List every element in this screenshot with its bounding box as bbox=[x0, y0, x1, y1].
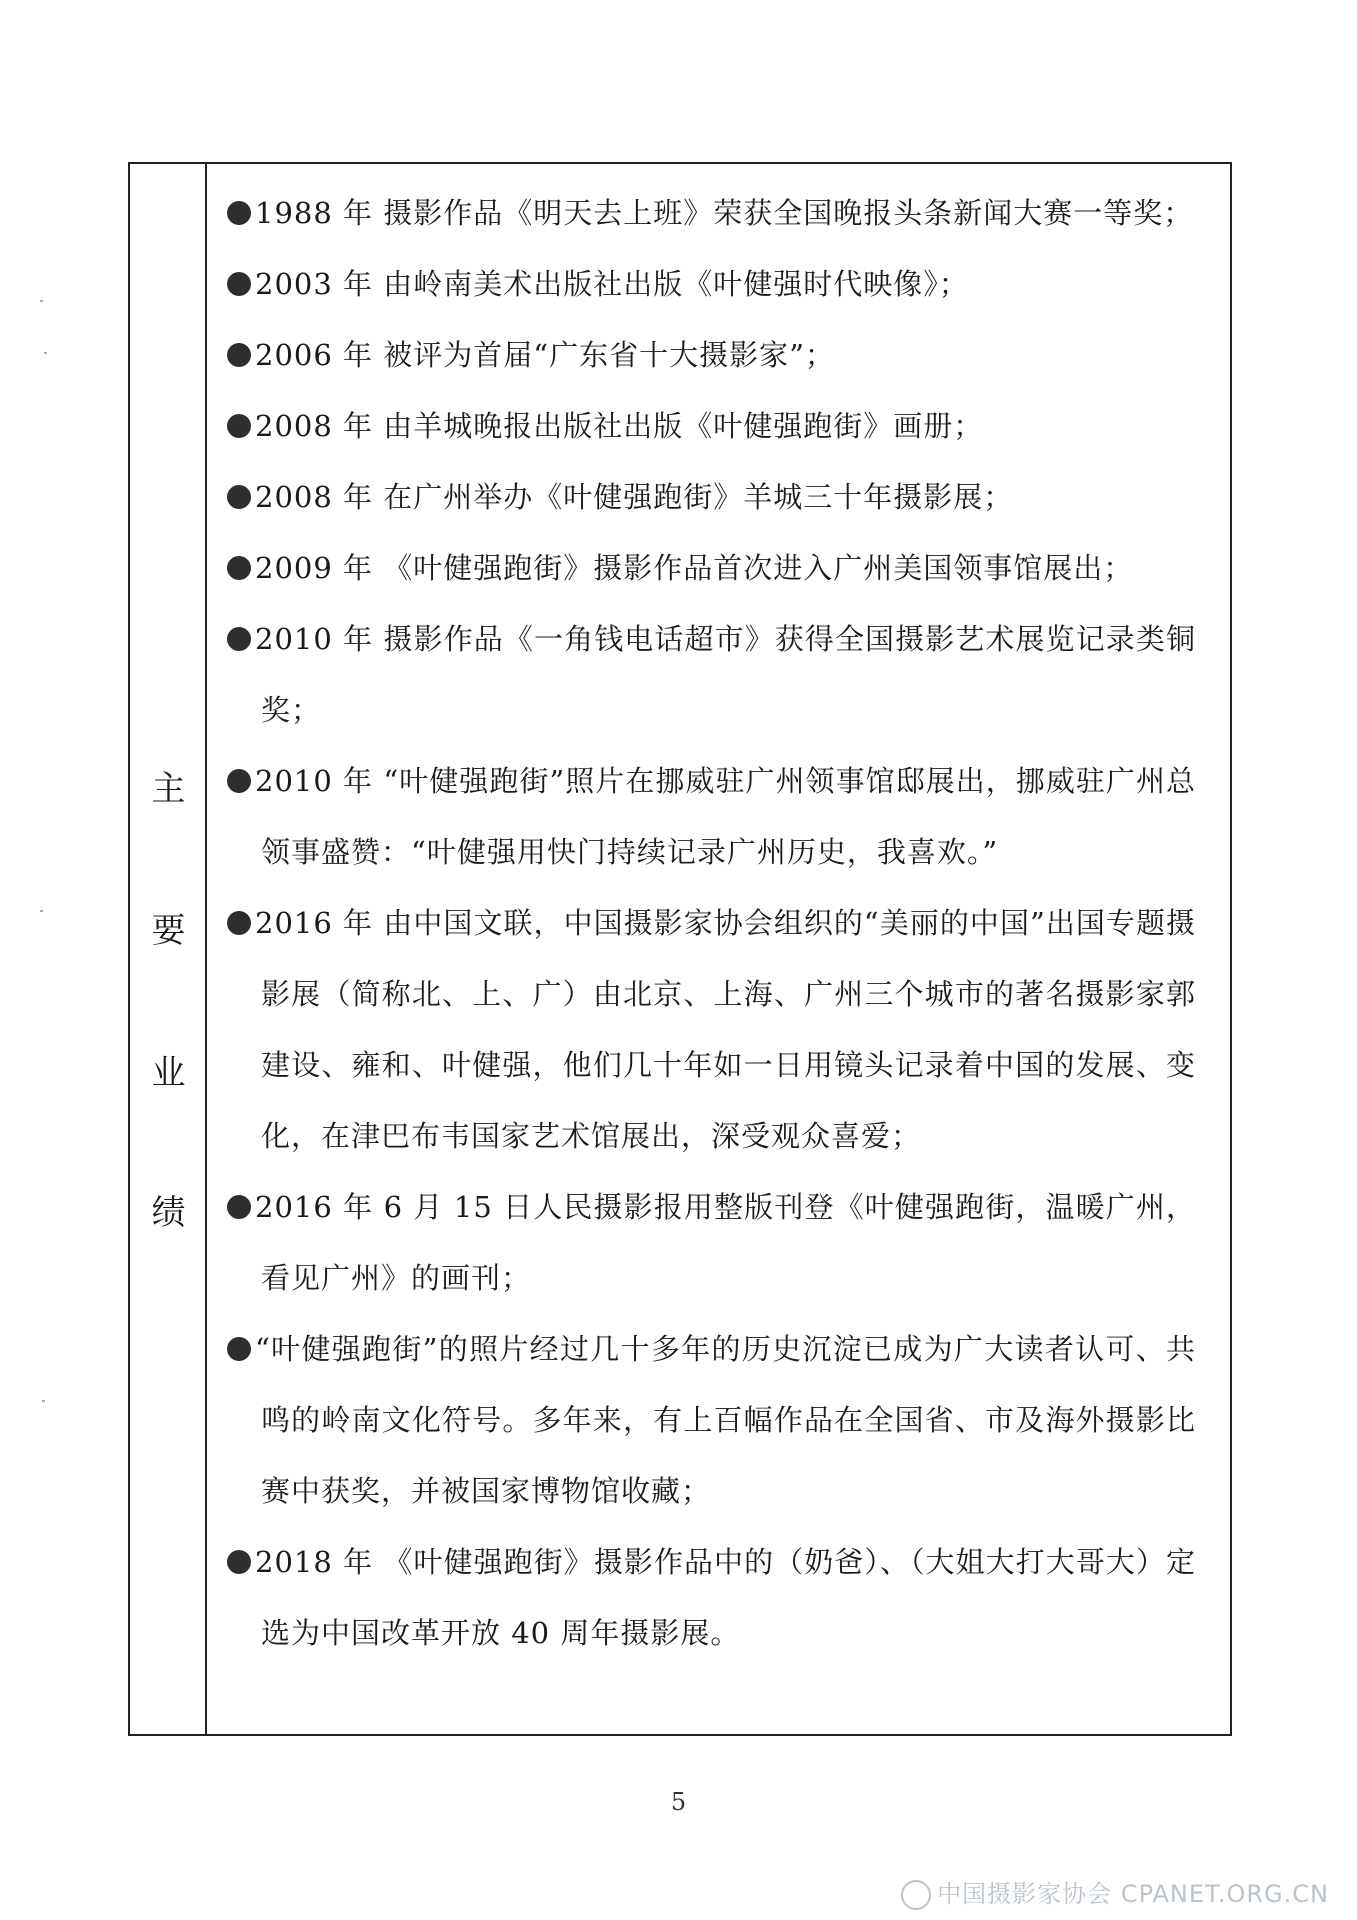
achievement-entry bbox=[227, 533, 1196, 604]
bullet-icon bbox=[227, 201, 251, 225]
entry-text: 2010 年 “叶健强跑街”照片在挪威驻广州领事馆邸展出，挪威驻广州总领事盛赞：“叶健强用快门持续记录广州历史，我喜欢。” bbox=[255, 764, 1196, 869]
achievement-entry bbox=[227, 746, 1196, 888]
bullet-icon bbox=[227, 1195, 251, 1219]
scan-speck bbox=[44, 352, 47, 354]
entry-text: 2006 年 被评为首届“广东省十大摄影家”； bbox=[255, 338, 835, 372]
label-char: 要 bbox=[151, 911, 186, 951]
achievement-entry bbox=[227, 1314, 1196, 1527]
bullet-icon bbox=[227, 485, 251, 509]
scan-speck bbox=[40, 910, 43, 912]
watermark-text: 中国摄影家协会 CPANET.ORG.CN bbox=[937, 1880, 1329, 1908]
achievements-table bbox=[128, 162, 1232, 1736]
achievement-entry bbox=[227, 604, 1196, 746]
entry-text: 2008 年 由羊城晚报出版社出版《叶健强跑街》画册； bbox=[255, 409, 984, 443]
bullet-icon bbox=[227, 556, 251, 580]
entry-text: 2016 年 6 月 15 日人民摄影报用整版刊登《叶健强跑街，温暖广州，看见广州》的画刊； bbox=[255, 1190, 1196, 1295]
label-char: 主 bbox=[151, 769, 186, 809]
bullet-icon bbox=[227, 1550, 251, 1574]
watermark bbox=[901, 1874, 1329, 1910]
scan-speck bbox=[40, 300, 43, 302]
bullet-icon bbox=[227, 272, 251, 296]
label-char: 绩 bbox=[151, 1193, 186, 1233]
entry-text: “叶健强跑街”的照片经过几十多年的历史沉淀已成为广大读者认可、共鸣的岭南文化符号。多年来，有上百幅作品在全国省、市及海外摄影比赛中获奖，并被国家博物馆收藏； bbox=[255, 1332, 1196, 1508]
achievement-entry bbox=[227, 1172, 1196, 1314]
entry-text: 2016 年 由中国文联，中国摄影家协会组织的“美丽的中国”出国专题摄影展（简称北、上、广）由北京、上海、广州三个城市的著名摄影家郭建设、雍和、叶健强，他们几十年如一日用镜头记录着中国的发展、变化，在津巴布韦国家艺术馆展出，深受观众喜爱； bbox=[255, 906, 1196, 1153]
label-cell bbox=[130, 164, 207, 1734]
bullet-icon bbox=[227, 627, 251, 651]
achievement-entry bbox=[227, 462, 1196, 533]
bullet-icon bbox=[227, 1337, 251, 1361]
achievement-entry bbox=[227, 249, 1196, 320]
content-cell bbox=[209, 164, 1230, 1734]
label-char: 业 bbox=[151, 1053, 186, 1093]
achievement-entry bbox=[227, 391, 1196, 462]
achievement-entry bbox=[227, 320, 1196, 391]
entry-text: 1988 年 摄影作品《明天去上班》荣获全国晚报头条新闻大赛一等奖； bbox=[255, 196, 1194, 230]
page-number: 5 bbox=[670, 1788, 687, 1816]
bullet-icon bbox=[227, 769, 251, 793]
bullet-icon bbox=[227, 343, 251, 367]
bullet-icon bbox=[227, 911, 251, 935]
bullet-icon bbox=[227, 414, 251, 438]
entry-text: 2003 年 由岭南美术出版社出版《叶健强时代映像》； bbox=[255, 267, 969, 301]
achievement-entry bbox=[227, 888, 1196, 1172]
entry-text: 2009 年 《叶健强跑街》摄影作品首次进入广州美国领事馆展出； bbox=[255, 551, 1134, 585]
entry-text: 2018 年 《叶健强跑街》摄影作品中的（奶爸）、（大姐大打大哥大）定选为中国改革开放 40 周年摄影展。 bbox=[255, 1545, 1196, 1650]
entry-text: 2008 年 在广州举办《叶健强跑街》羊城三十年摄影展； bbox=[255, 480, 1014, 514]
scan-speck bbox=[42, 1400, 45, 1402]
achievement-entry bbox=[227, 1527, 1196, 1669]
association-logo-icon bbox=[901, 1880, 931, 1910]
achievement-entry bbox=[227, 178, 1196, 249]
entry-text: 2010 年 摄影作品《一角钱电话超市》获得全国摄影艺术展览记录类铜奖； bbox=[255, 622, 1196, 727]
